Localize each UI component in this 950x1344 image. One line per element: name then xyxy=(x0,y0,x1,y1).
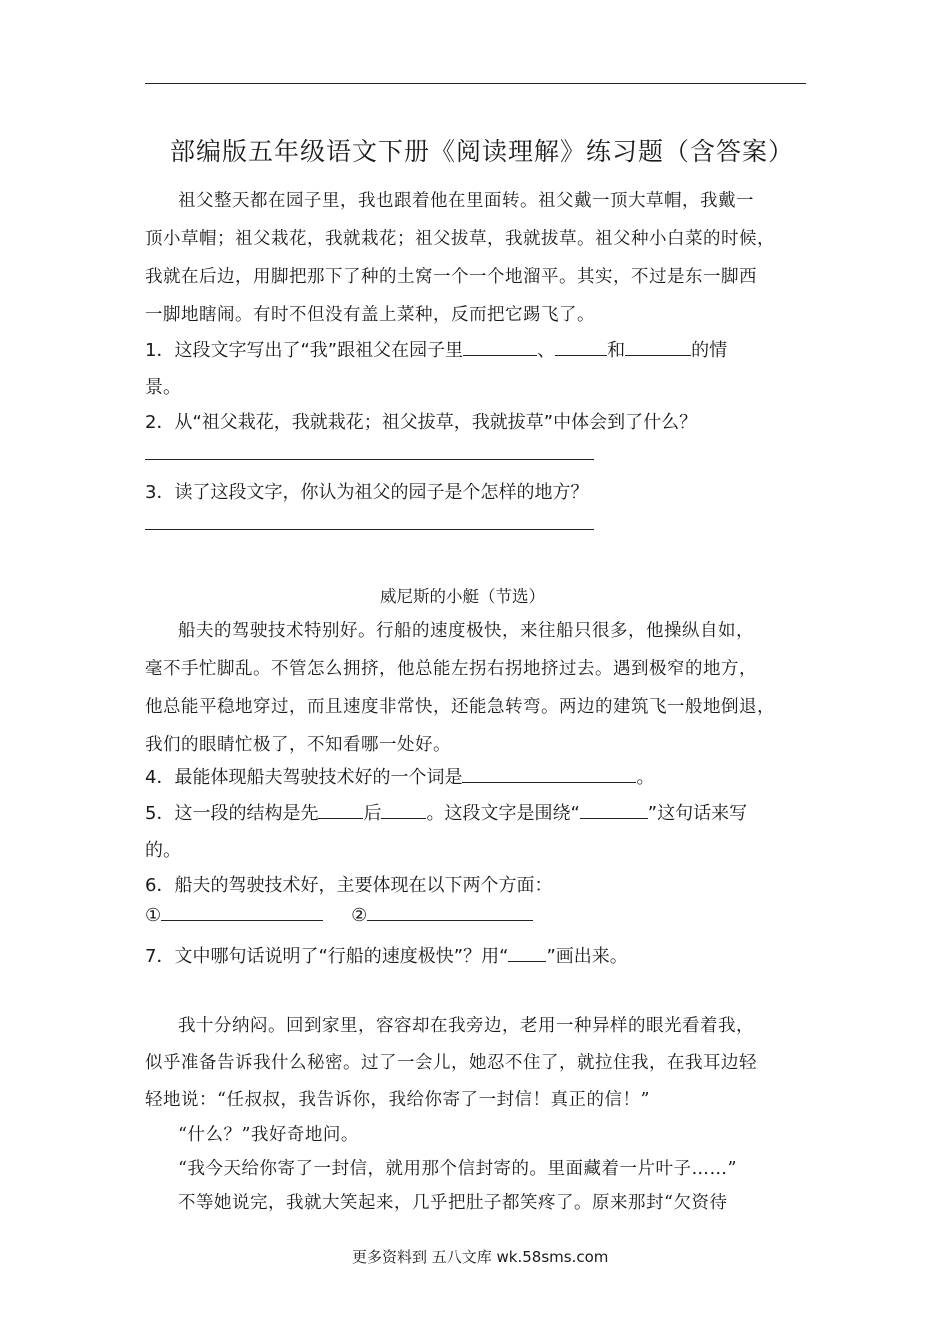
q1-blank-2[interactable] xyxy=(555,341,607,356)
question-1-continued: 景。 xyxy=(145,377,181,398)
q6-blank-1[interactable] xyxy=(161,906,323,921)
passage3-line-1: 我十分纳闷。回到家里，容容却在我旁边，老用一种异样的眼光看着我， xyxy=(178,1016,754,1036)
q1-blank-1[interactable] xyxy=(463,341,537,356)
q6-mark-2: ② xyxy=(351,905,368,926)
q6-mark-1: ① xyxy=(145,905,162,926)
passage1-line-1: 祖父整天都在园子里，我也跟着他在里面转。祖父戴一顶大草帽，我戴一 xyxy=(178,191,754,211)
passage3-line-3: 轻地说：“任叔叔，我告诉你，我给你寄了一封信！真正的信！” xyxy=(145,1090,650,1110)
header-rule xyxy=(145,83,806,84)
question-5 xyxy=(145,799,747,825)
q5-mid: 后 xyxy=(363,803,382,824)
page-title: 部编版五年级语文下册《阅读理解》练习题（含答案） xyxy=(170,137,795,166)
question-7-end: ”画出来。 xyxy=(546,946,628,967)
q2-answer-line[interactable] xyxy=(145,459,594,460)
question-4 xyxy=(145,763,654,789)
question-4-end: 。 xyxy=(636,767,655,788)
q5-blank-2[interactable] xyxy=(381,804,426,819)
passage3-line-2: 似乎准备告诉我什么秘密。过了一会儿，她忍不住了，就拉住我，在我耳边轻 xyxy=(145,1053,757,1073)
q5-tail: ”这句话来写 xyxy=(647,803,748,824)
passage2-line-3: 他总能平稳地穿过，而且速度非常快，还能急转弯。两边的建筑飞一般地倒退， xyxy=(145,697,775,717)
question-5-continued: 的。 xyxy=(145,840,181,861)
q4-blank[interactable] xyxy=(462,768,636,783)
q5-text-2: 。这段文字是围绕“ xyxy=(426,803,580,824)
q6-blank-2[interactable] xyxy=(367,906,533,921)
q1-blank-3[interactable] xyxy=(625,341,691,356)
q1-tail: 的情 xyxy=(691,340,728,361)
q5-blank-3[interactable] xyxy=(580,804,648,819)
passage3-line-6: 不等她说完，我就大笑起来，几乎把肚子都笑疼了。原来那封“欠资待 xyxy=(178,1193,728,1213)
passage3-line-5: “我今天给你寄了一封信，就用那个信封寄的。里面藏着一片叶子……” xyxy=(178,1159,737,1179)
question-5-text: 5．这一段的结构是先 xyxy=(145,803,319,824)
q7-blank[interactable] xyxy=(508,947,546,962)
question-2: 2．从“祖父栽花，我就栽花；祖父拔草，我就拔草”中体会到了什么？ xyxy=(145,412,698,433)
question-7 xyxy=(145,942,628,968)
passage2-line-2: 毫不手忙脚乱。不管怎么拥挤，他总能左拐右拐地挤过去。遇到极窄的地方， xyxy=(145,659,757,679)
question-3: 3．读了这段文字，你认为祖父的园子是个怎样的地方？ xyxy=(145,482,589,503)
passage2-line-4: 我们的眼睛忙极了，不知看哪一处好。 xyxy=(145,735,451,755)
q5-blank-1[interactable] xyxy=(318,804,363,819)
footer-link[interactable]: 更多资料到 五八文库 wk.58sms.com xyxy=(352,1248,609,1266)
q1-sep-1: 、 xyxy=(537,340,556,361)
q3-answer-line[interactable] xyxy=(145,529,594,530)
passage1-line-3: 我就在后边，用脚把那下了种的土窝一个一个地溜平。其实，不过是东一脚西 xyxy=(145,267,757,287)
question-6: 6．船夫的驾驶技术好，主要体现在以下两个方面： xyxy=(145,875,553,896)
passage1-line-4: 一脚地瞎闹。有时不但没有盖上菜种，反而把它踢飞了。 xyxy=(145,305,595,325)
question-1 xyxy=(145,336,727,362)
passage3-line-4: “什么？”我好奇地问。 xyxy=(178,1125,359,1145)
passage2-title: 威尼斯的小艇（节选） xyxy=(380,587,545,606)
question-7-text: 7．文中哪句话说明了“行船的速度极快”？用“ xyxy=(145,946,509,967)
q6-answers xyxy=(145,905,533,926)
passage1-line-2: 顶小草帽；祖父栽花，我就栽花；祖父拔草，我就拔草。祖父种小白菜的时候， xyxy=(145,229,775,249)
passage2-line-1: 船夫的驾驶技术特别好。行船的速度极快，来往船只很多，他操纵自如， xyxy=(178,621,754,641)
question-4-text: 4．最能体现船夫驾驶技术好的一个词是 xyxy=(145,767,463,788)
question-1-text: 1．这段文字写出了“我”跟祖父在园子里 xyxy=(145,340,464,361)
q1-sep-2: 和 xyxy=(607,340,626,361)
